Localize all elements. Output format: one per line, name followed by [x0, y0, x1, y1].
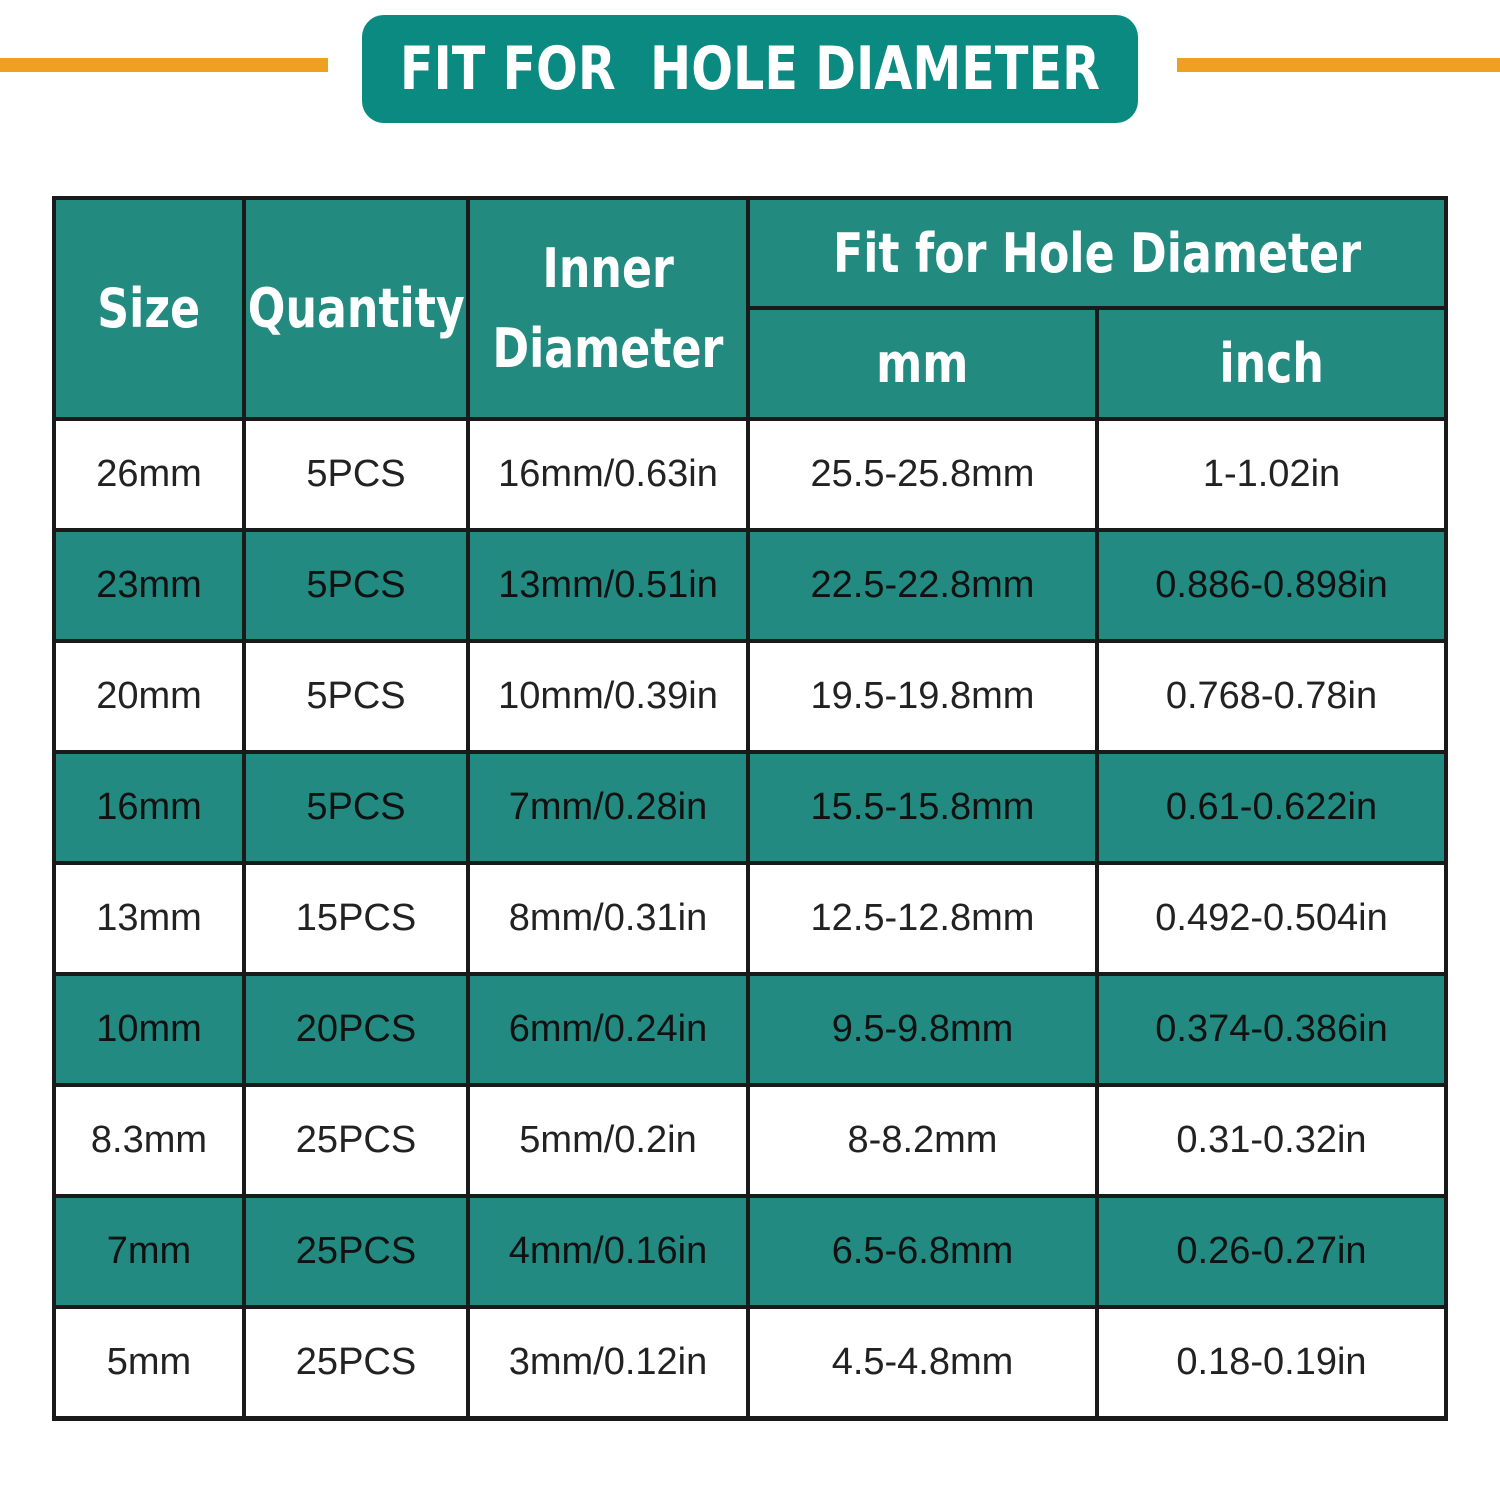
- quantity-cell: 25PCS: [246, 1087, 466, 1194]
- hole-inch-cell: 0.768-0.78in: [1099, 643, 1444, 750]
- quantity-cell: 5PCS: [246, 532, 466, 639]
- quantity-cell: 5PCS: [246, 754, 466, 861]
- header-inner-diameter: [470, 200, 746, 417]
- size-table: [52, 196, 1448, 1421]
- quantity-cell: 5PCS: [246, 421, 466, 528]
- header-fit-hole-diameter: [750, 200, 1444, 306]
- header-inch: [1099, 310, 1444, 417]
- header-inner-line1: Inner: [542, 236, 674, 300]
- hole-inch-cell: 0.374-0.386in: [1099, 976, 1444, 1083]
- hole-mm-cell: 15.5-15.8mm: [750, 754, 1095, 861]
- size-cell: 13mm: [56, 865, 242, 972]
- inner-diameter-cell: 10mm/0.39in: [470, 643, 746, 750]
- hole-inch-cell: 0.492-0.504in: [1099, 865, 1444, 972]
- header-mm: [750, 310, 1095, 417]
- quantity-cell: 25PCS: [246, 1309, 466, 1416]
- hole-mm-cell: 12.5-12.8mm: [750, 865, 1095, 972]
- inner-diameter-cell: 5mm/0.2in: [470, 1087, 746, 1194]
- quantity-cell: 15PCS: [246, 865, 466, 972]
- size-cell: 23mm: [56, 532, 242, 639]
- inner-diameter-cell: 7mm/0.28in: [470, 754, 746, 861]
- header-inch-label: inch: [1219, 332, 1324, 395]
- hole-inch-cell: 0.61-0.622in: [1099, 754, 1444, 861]
- size-cell: 16mm: [56, 754, 242, 861]
- hole-mm-cell: 8-8.2mm: [750, 1087, 1095, 1194]
- accent-line-right: [1177, 58, 1500, 72]
- hole-mm-cell: 25.5-25.8mm: [750, 421, 1095, 528]
- inner-diameter-cell: 4mm/0.16in: [470, 1198, 746, 1305]
- inner-diameter-cell: 8mm/0.31in: [470, 865, 746, 972]
- inner-diameter-cell: 3mm/0.12in: [470, 1309, 746, 1416]
- header-fit-label: Fit for Hole Diameter: [832, 221, 1362, 285]
- accent-line-left: [0, 58, 328, 72]
- quantity-cell: 25PCS: [246, 1198, 466, 1305]
- inner-diameter-cell: 13mm/0.51in: [470, 532, 746, 639]
- header-mm-label: mm: [876, 332, 969, 395]
- header-size: [56, 200, 242, 417]
- header-inner-line2: Diameter: [492, 316, 724, 380]
- size-cell: 7mm: [56, 1198, 242, 1305]
- hole-mm-cell: 22.5-22.8mm: [750, 532, 1095, 639]
- quantity-cell: 20PCS: [246, 976, 466, 1083]
- hole-inch-cell: 0.886-0.898in: [1099, 532, 1444, 639]
- size-cell: 20mm: [56, 643, 242, 750]
- hole-inch-cell: 0.18-0.19in: [1099, 1309, 1444, 1416]
- size-cell: 8.3mm: [56, 1087, 242, 1194]
- hole-mm-cell: 4.5-4.8mm: [750, 1309, 1095, 1416]
- inner-diameter-cell: 6mm/0.24in: [470, 976, 746, 1083]
- title-banner: [362, 15, 1138, 123]
- hole-inch-cell: 0.31-0.32in: [1099, 1087, 1444, 1194]
- hole-inch-cell: 0.26-0.27in: [1099, 1198, 1444, 1305]
- hole-mm-cell: 6.5-6.8mm: [750, 1198, 1095, 1305]
- header-quantity: [246, 200, 466, 417]
- size-cell: 26mm: [56, 421, 242, 528]
- hole-mm-cell: 9.5-9.8mm: [750, 976, 1095, 1083]
- hole-inch-cell: 1-1.02in: [1099, 421, 1444, 528]
- inner-diameter-cell: 16mm/0.63in: [470, 421, 746, 528]
- size-cell: 5mm: [56, 1309, 242, 1416]
- size-cell: 10mm: [56, 976, 242, 1083]
- header-size-label: Size: [97, 277, 201, 340]
- hole-mm-cell: 19.5-19.8mm: [750, 643, 1095, 750]
- quantity-cell: 5PCS: [246, 643, 466, 750]
- header-quantity-label: Quantity: [247, 277, 465, 340]
- banner-title: FIT FOR HOLE DIAMETER: [399, 34, 1101, 104]
